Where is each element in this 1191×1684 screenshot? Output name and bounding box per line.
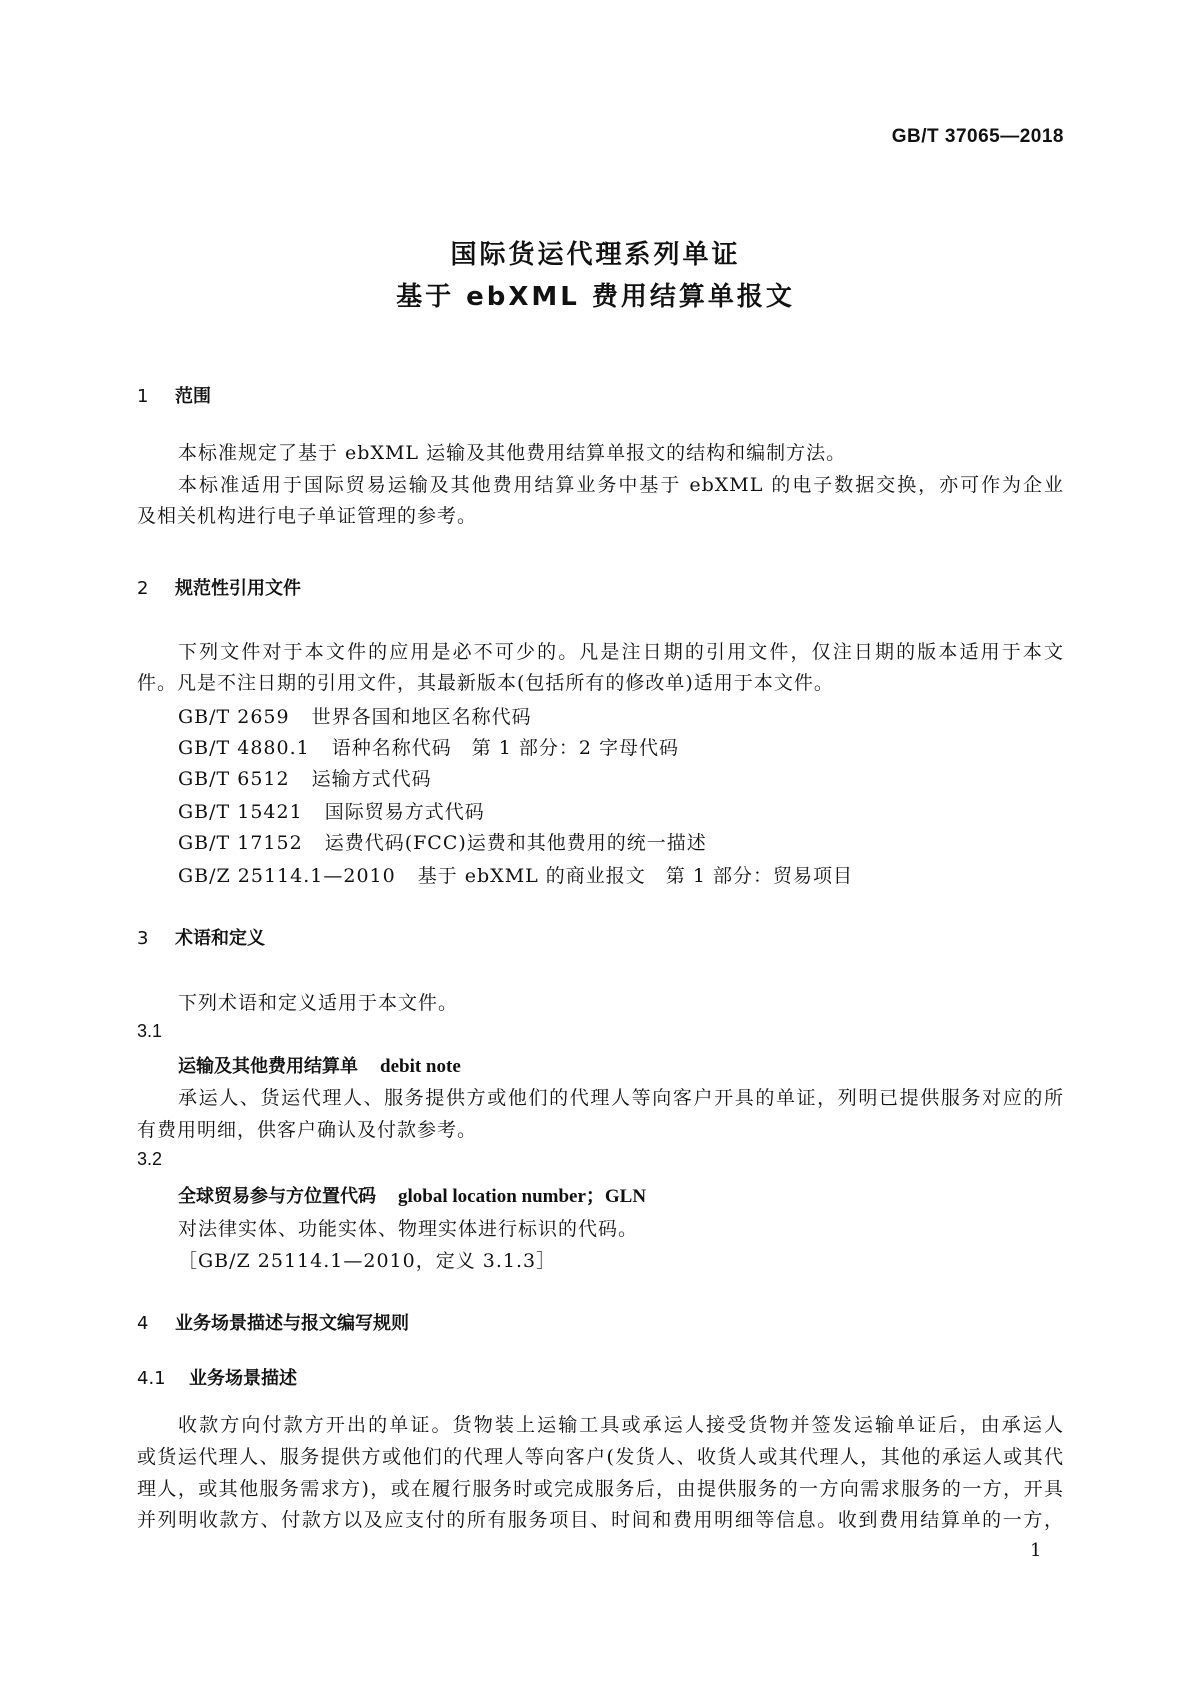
- reference-title: 国际贸易方式代码: [324, 801, 485, 823]
- reference-item: [178, 733, 679, 760]
- reference-title: 世界各国和地区名称代码: [311, 706, 532, 728]
- section-number: 2: [137, 578, 149, 599]
- section-number: 4: [137, 1313, 149, 1334]
- term-heading: [178, 1052, 461, 1078]
- term-english: debit note: [380, 1056, 461, 1077]
- definition-line: 承运人、货运代理人、服务提供方或他们的代理人等向客户开具的单证，列明已提供服务对应的所: [178, 1087, 1064, 1109]
- subsection-4-1-heading: [137, 1364, 297, 1390]
- reference-code: GB/Z 25114.1—2010: [178, 865, 396, 887]
- reference-title: 语种名称代码 第 1 部分：2 字母代码: [331, 737, 680, 759]
- reference-code: GB/T 2659: [178, 706, 290, 728]
- reference-code: GB/T 6512: [178, 768, 290, 790]
- reference-code: GB/T 17152: [178, 832, 303, 854]
- subsection-title: 业务场景描述: [189, 1368, 297, 1389]
- paragraph-line: 理人，或其他服务需求方)，或在履行服务时或完成服务后，由提供服务的一方向需求服务的一方，开具: [137, 1478, 1064, 1500]
- term-number: 3.2: [137, 1149, 163, 1169]
- section-title: 规范性引用文件: [175, 578, 301, 599]
- section-2-heading: [137, 574, 301, 600]
- paragraph-line: 并列明收款方、付款方以及应支付的所有服务项目、时间和费用明细等信息。收到费用结算单的一方，: [137, 1509, 1064, 1531]
- reference-title: 运费代码(FCC)运费和其他费用的统一描述: [324, 832, 707, 854]
- reference-title: 基于 ebXML 的商业报文 第 1 部分：贸易项目: [417, 865, 853, 887]
- paragraph-line: 或货运代理人、服务提供方或他们的代理人等向客户(发货人、收货人或其代理人，其他的承运人或其代: [137, 1446, 1064, 1468]
- definition-line: 有费用明细，供客户确认及付款参考。: [137, 1119, 478, 1141]
- reference-title: 运输方式代码: [311, 768, 432, 790]
- paragraph-line: 本标准适用于国际贸易运输及其他费用结算业务中基于 ebXML 的电子数据交换，亦可作为企业: [178, 474, 1064, 496]
- term-chinese: 运输及其他费用结算单: [178, 1056, 358, 1077]
- term-chinese: 全球贸易参与方位置代码: [178, 1186, 376, 1207]
- reference-item: [178, 797, 485, 824]
- reference-item: [178, 828, 707, 855]
- reference-item: [178, 702, 532, 729]
- section-title: 术语和定义: [175, 928, 265, 949]
- paragraph-line: 收款方向付款方开出的单证。货物装上运输工具或承运人接受货物并签发运输单证后，由承运人: [178, 1414, 1064, 1436]
- section-1-heading: [137, 382, 211, 408]
- paragraph-line: 件。凡是不注日期的引用文件，其最新版本(包括所有的修改单)适用于本文件。: [137, 672, 834, 694]
- document-title-line2: 基于 ebXML 费用结算单报文: [396, 282, 795, 312]
- standard-number: GB/T 37065—2018: [891, 126, 1064, 147]
- paragraph-line: 下列术语和定义适用于本文件。: [178, 992, 459, 1014]
- reference-code: GB/T 4880.1: [178, 737, 310, 759]
- reference-item: [178, 861, 853, 888]
- subsection-number: 4.1: [137, 1368, 166, 1389]
- section-4-heading: [137, 1309, 409, 1335]
- reference-code: GB/T 15421: [178, 801, 303, 823]
- term-heading: [178, 1181, 646, 1208]
- page-number: 1: [1030, 1540, 1042, 1561]
- paragraph-line: 本标准规定了基于 ebXML 运输及其他费用结算单报文的结构和编制方法。: [178, 442, 847, 464]
- term-number: 3.1: [137, 1021, 163, 1041]
- paragraph-line: 下列文件对于本文件的应用是必不可少的。凡是注日期的引用文件，仅注日期的版本适用于本文: [178, 641, 1064, 663]
- section-number: 3: [137, 928, 149, 949]
- definition-line: 对法律实体、功能实体、物理实体进行标识的代码。: [178, 1218, 639, 1240]
- section-3-heading: [137, 924, 265, 950]
- definition-source: ［GB/Z 25114.1—2010，定义 3.1.3］: [178, 1250, 557, 1272]
- section-title: 业务场景描述与报文编写规则: [175, 1313, 409, 1334]
- section-title: 范围: [175, 386, 211, 407]
- reference-item: [178, 764, 432, 791]
- document-title-line1: 国际货运代理系列单证: [450, 240, 741, 270]
- section-number: 1: [137, 386, 149, 407]
- paragraph-line: 及相关机构进行电子单证管理的参考。: [137, 505, 478, 527]
- term-english: global location number；GLN: [398, 1186, 647, 1207]
